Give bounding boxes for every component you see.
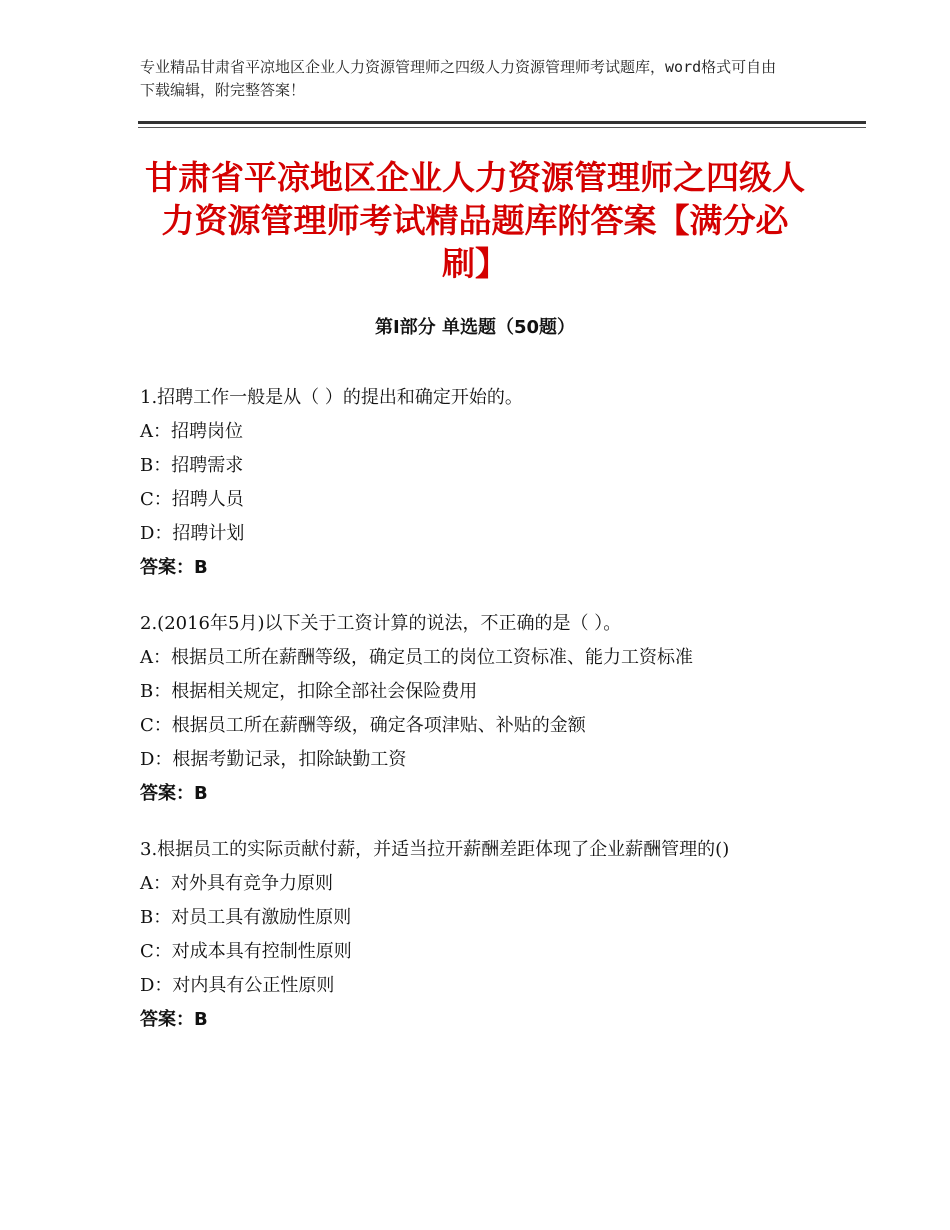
document-title: 甘肃省平凉地区企业人力资源管理师之四级人力资源管理师考试精品题库附答案【满分必刷】 xyxy=(145,158,805,283)
header-divider-thin xyxy=(138,127,866,128)
header-note: 专业精品甘肃省平凉地区企业人力资源管理师之四级人力资源管理师考试题库，word格式可自由下载编辑，附完整答案！ xyxy=(140,58,777,99)
question-1 xyxy=(140,381,820,585)
answer: 答案：B xyxy=(140,1009,208,1030)
answer: 答案：B xyxy=(140,783,208,804)
question-list xyxy=(140,381,820,1059)
question-stem: 2.(2016年5月)以下关于工资计算的说法，不正确的是（ ）。 xyxy=(140,613,622,634)
option-b: B：对员工具有激励性原则 xyxy=(140,907,352,928)
option-d: D：招聘计划 xyxy=(140,523,245,544)
option-c: C：对成本具有控制性原则 xyxy=(140,941,352,962)
option-b: B：根据相关规定，扣除全部社会保险费用 xyxy=(140,681,478,702)
option-a: A：对外具有竞争力原则 xyxy=(140,873,333,894)
option-a: A：招聘岗位 xyxy=(140,421,243,442)
header-divider-thick xyxy=(138,121,866,124)
option-a: A：根据员工所在薪酬等级，确定员工的岗位工资标准、能力工资标准 xyxy=(140,647,693,668)
option-c: C：招聘人员 xyxy=(140,489,244,510)
option-d: D：根据考勤记录，扣除缺勤工资 xyxy=(140,749,407,770)
question-3 xyxy=(140,833,820,1037)
answer: 答案：B xyxy=(140,557,208,578)
option-c: C：根据员工所在薪酬等级，确定各项津贴、补贴的金额 xyxy=(140,715,586,736)
section-heading: 第Ⅰ部分 单选题（50题） xyxy=(374,317,575,338)
question-stem: 3.根据员工的实际贡献付薪，并适当拉开薪酬差距体现了企业薪酬管理的() xyxy=(140,839,730,860)
option-b: B：招聘需求 xyxy=(140,455,244,476)
option-d: D：对内具有公正性原则 xyxy=(140,975,335,996)
question-2 xyxy=(140,607,820,811)
question-stem: 1.招聘工作一般是从（ ）的提出和确定开始的。 xyxy=(140,387,523,408)
